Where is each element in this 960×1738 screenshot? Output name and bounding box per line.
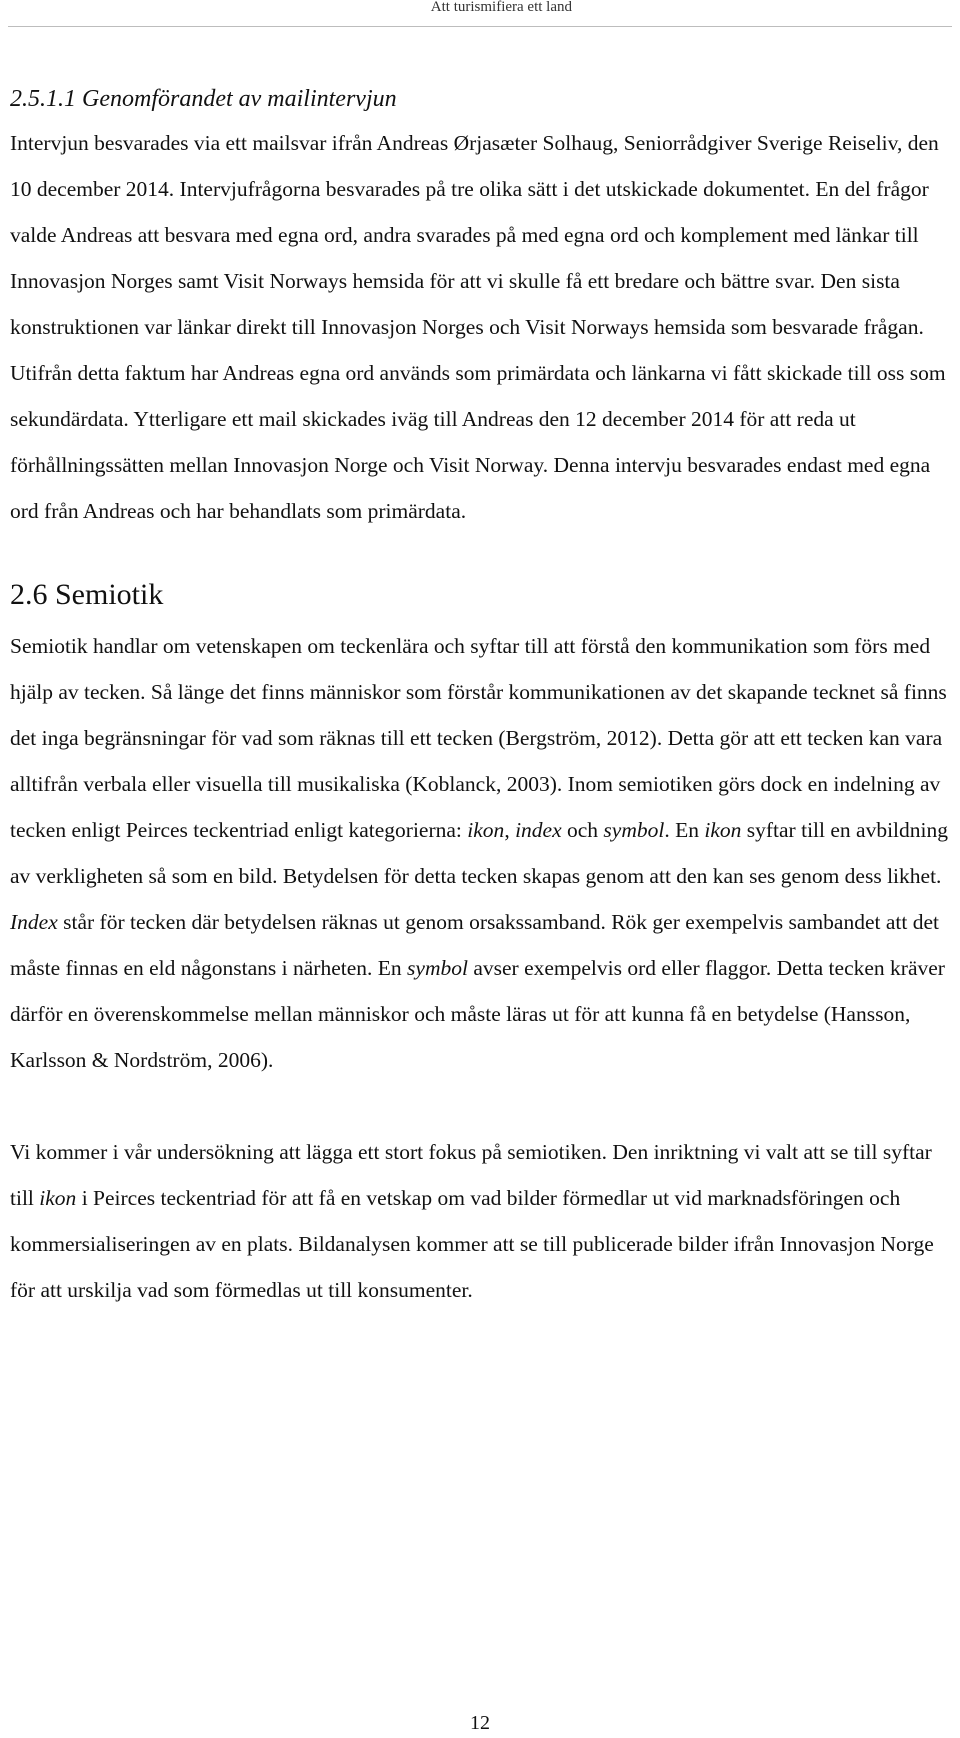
text-run: syftar till en avbildning av verkligheten så som en bild. Betydelsen för detta tecken skapas genom att den kan ses genom dess likhet. bbox=[10, 818, 948, 888]
text-run: står för tecken där betydelsen räknas ut genom orsakssamband. Rök ger exempelvis sambandet att det måste finnas en eld någonstans i närheten. En bbox=[10, 910, 939, 980]
paragraph-semiotik bbox=[10, 623, 950, 1083]
text-run: i Peirces teckentriad för att få en vetskap om vad bilder förmedlar ut vid marknadsföringen och kommersialiseringen av en plats. Bildanalysen kommer att se till publicerade bilder ifrån Innovasjon Norge för att urskilja vad som förmedlas ut till konsumenter. bbox=[10, 1186, 934, 1302]
page-number: 12 bbox=[470, 1712, 490, 1734]
term-symbol: symbol bbox=[603, 818, 665, 842]
text-run: , bbox=[504, 818, 516, 842]
term-ikon: ikon bbox=[704, 818, 742, 842]
running-header: Att turismifiera ett land bbox=[430, 0, 572, 15]
header-divider bbox=[8, 26, 952, 27]
term-symbol: symbol bbox=[407, 956, 468, 980]
term-ikon: ikon bbox=[39, 1186, 77, 1210]
term-index: Index bbox=[10, 910, 58, 934]
page-body bbox=[10, 78, 950, 1313]
section-heading-2-6: 2.6 Semiotik bbox=[10, 578, 164, 611]
text-run: . En bbox=[664, 818, 705, 842]
text-run: Vi kommer i vår undersökning att lägga ett stort fokus på semiotiken. Den inriktning vi valt att se till syftar till bbox=[10, 1140, 932, 1210]
text-run: Semiotik handlar om vetenskapen om teckenlära och syftar till att förstå den kommunikation som förs med hjälp av tecken. Så länge det finns människor som förstår kommunikationen av det skapande tecknet så finns det inga begränsningar för vad som räknas till ett tecken (Bergström, 2012). Detta gör att ett tecken kan vara alltifrån verbala eller visuella till musikaliska (Koblanck, 2003). Inom semiotiken görs dock en indelning av tecken enligt Peirces teckentriad enligt kategorierna: bbox=[10, 634, 947, 842]
term-index: index bbox=[515, 818, 562, 842]
paragraph-undersokning bbox=[10, 1129, 950, 1313]
text-run: och bbox=[561, 818, 604, 842]
term-ikon: ikon bbox=[467, 818, 505, 842]
paragraph-mailintervju: Intervjun besvarades via ett mailsvar ifrån Andreas Ørjasæter Solhaug, Seniorrådgiver Sverige Reiseliv, den 10 december 2014. Intervjufrågorna besvarades på tre olika sätt i det utskickade dokumentet. En del frågor valde Andreas att besvara med egna ord, andra svarades på med egna ord och komplement med länkar till Innovasjon Norges samt Visit Norways hemsida för att vi skulle få ett bredare och bättre svar. Den sista konstruktionen var länkar direkt till Innovasjon Norges och Visit Norways hemsida som besvarade frågan. Utifrån detta faktum har Andreas egna ord används som primärdata och länkarna vi fått skickade till oss som sekundärdata. Ytterligare ett mail skickades iväg till Andreas den 12 december 2014 för att reda ut förhållningssätten mellan Innovasjon Norge och Visit Norway. Denna intervju besvarades endast med egna ord från Andreas och har behandlats som primärdata. bbox=[10, 131, 946, 523]
section-heading-2-5-1-1: 2.5.1.1 Genomförandet av mailintervjun bbox=[10, 86, 397, 112]
text-run: avser exempelvis ord eller flaggor. Detta tecken kräver därför en överenskommelse mellan människor och måste läras ut för att kunna få en betydelse (Hansson, Karlsson & Nordström, 2006). bbox=[10, 956, 945, 1072]
